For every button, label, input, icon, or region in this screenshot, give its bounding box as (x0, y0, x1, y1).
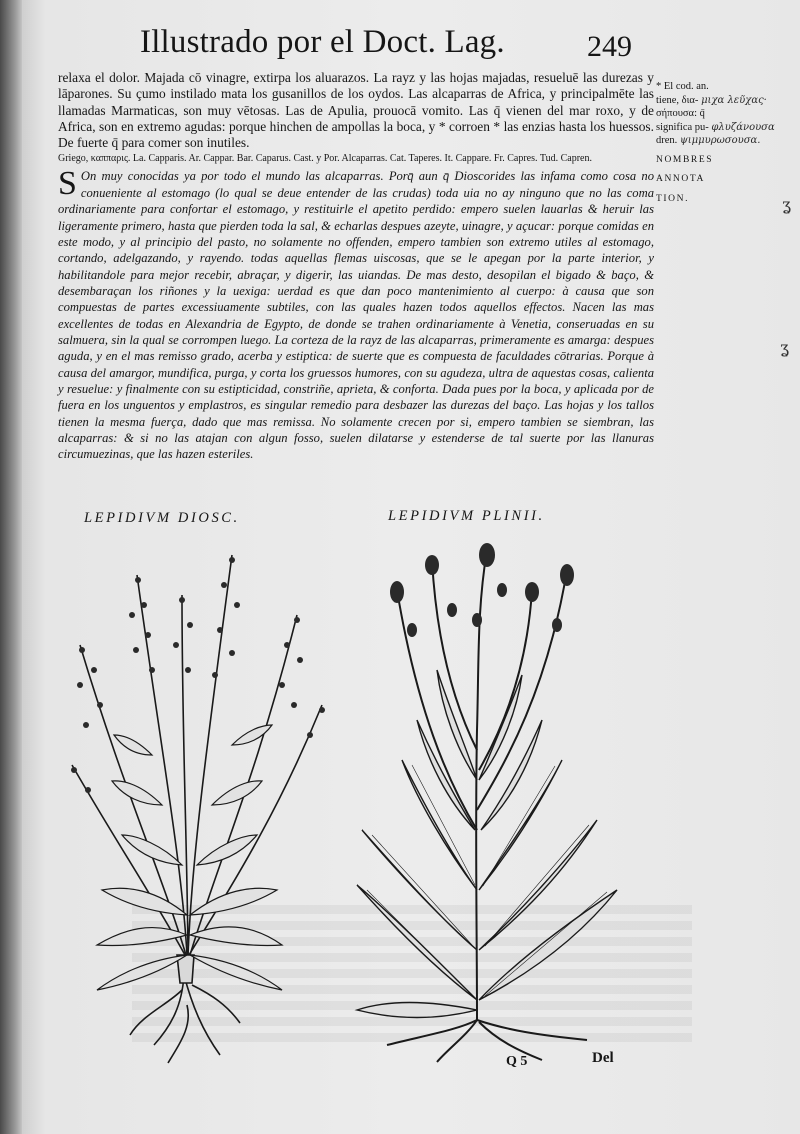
margin-note-line (656, 94, 800, 108)
handwritten-margin-mark: ʓ (780, 338, 789, 357)
figure-caption-left: LEPIDIVM DIOSC. (84, 510, 240, 526)
page-number: 249 (587, 30, 632, 63)
handwritten-greek-note: ψιμμυρωσουσα. (679, 135, 761, 146)
names-in-languages: Griego, καππαρις. La. Capparis. Ar. Cappar. Bar. Caparus. Cast. y Por. Alcaparras. Cat. Taperes. It. Cappare. Fr. Capres. Tud. Capren. (58, 153, 592, 165)
margin-notes (656, 80, 800, 206)
drop-cap-initial: S (58, 165, 77, 203)
figure-caption-right: LEPIDIVM PLINII. (388, 508, 545, 524)
margin-note-text: dren. (656, 135, 678, 146)
margin-note-text: tiene, δια- (656, 94, 699, 106)
catchword: Del (592, 1050, 614, 1066)
margin-label-annotation: ANNOTA (656, 174, 705, 184)
handwritten-greek-note: φλυζάνουσα (711, 121, 775, 133)
handwritten-greek-note: μιχα λεῦχας· (701, 94, 767, 106)
book-page (22, 0, 800, 1134)
woodcut-lepidium-plinii (327, 530, 627, 1070)
margin-note-line: σήπουσα: q̄ (656, 108, 705, 119)
margin-note-text: significa pu- (656, 121, 709, 133)
signature-mark: Q 5 (506, 1054, 528, 1069)
handwritten-margin-mark: ʓ (782, 195, 791, 214)
margin-label-nombres: NOMBRES (656, 154, 714, 165)
annotation-paragraph (58, 165, 654, 462)
book-spine-shadow (0, 0, 22, 1134)
woodcut-lepidium-dioscoridis (42, 535, 342, 1070)
main-text-block (58, 70, 654, 463)
annotation-text: On muy conocidas ya por todo el mundo las alcaparras. Porq̄ aun q̄ Dioscorides las infama como cosa no conueniente al estomago (lo qual se deue entender de las crudas) toda uia no ay ninguno que no las coma ordinariamente para confortar el estomago, y restituirle el apetito perdido: empero suelen lauarlas & heruir las ligeramente primero, hasta que pierden toda la sal, & echarlas despues azeyte, uinagre, y açucar: porque comidas en este modo, y al principio del pasto, no solamente no offenden, empero tambien son extremo utiles al estomago, cortando, adelgazando, y rayendo. todas aquellas flemas uiscosas, que se le apegan por la parte interior, y habilitandole para mejor recebir, abraçar, y digerir, las uiandas. De mas desto, desopilan el bigado & baço, & desembaraçan los riñones y la uexiga: uerdad es que dan poco mantenimiento al cuerpo: à causa que son compuestas de partes excessiuamente subtiles, con las quales hazen todos aquellos effectos. Nacen las mas excellentes de todas en Alexandria de Egypto, de donde se trahen ordinariamente à Venetia, conseruadas en su salmuera, sin la qual se corrompen luego. La corteza de la rayz de las alcaparras, primeramente es amarga: despues aguda, y en el mas remisso grado, acerba y estiptica: de suerte que es compuesta de faculdades cōtrarias. Porque à causa del amargor, mundifica, purga, y corta los gruessos humores, con su agudeza, ultra de aquestas cosas, calienta y resuelue: y finalmente con su estipticidad, constriñe, aprieta, & conforta. Dada pues por la boca, y aplicada por de fuera en los unguentos y emplastros, es singular remedio para desbazer las durezas del baço. Las hojas y los tallos tienen la mesma fuerça, dado que mas remissa. No solamente crecen por si, empero tambien se siembran, las alcaparras: & si no las atajan con algun fosso, suelen dilatarse y estenderse de tal suerte por las llanuras circumuezinas, que las hazen esteriles. (58, 169, 654, 462)
margin-label-annotation-cont: TION. (656, 193, 690, 204)
margin-note-line: * El cod. an. (656, 81, 709, 92)
margin-note-line (656, 134, 800, 148)
body-paragraph: relaxa el dolor. Majada cō vinagre, extirpa los aluarazos. La rayz y las hojas majadas, resueluē las durezas y lāparones. Su çumo instilado mata los gusanillos de los oydos. Las alcaparras de Africa, y principalmēte las llamadas Marmaticas, son muy vētosas. Las de Apulia, prouocā vomito. Las q̄ vienen del mar roxo, y de Africa, son en extremo agudas: porque hinchen de ampollas la boca, y * corroen * las enzias hasta los huessos. De fuerte q̄ para comer son inutiles. (58, 70, 654, 151)
running-head: Illustrado por el Doct. Lag. (140, 24, 505, 60)
margin-note-line (656, 121, 800, 135)
